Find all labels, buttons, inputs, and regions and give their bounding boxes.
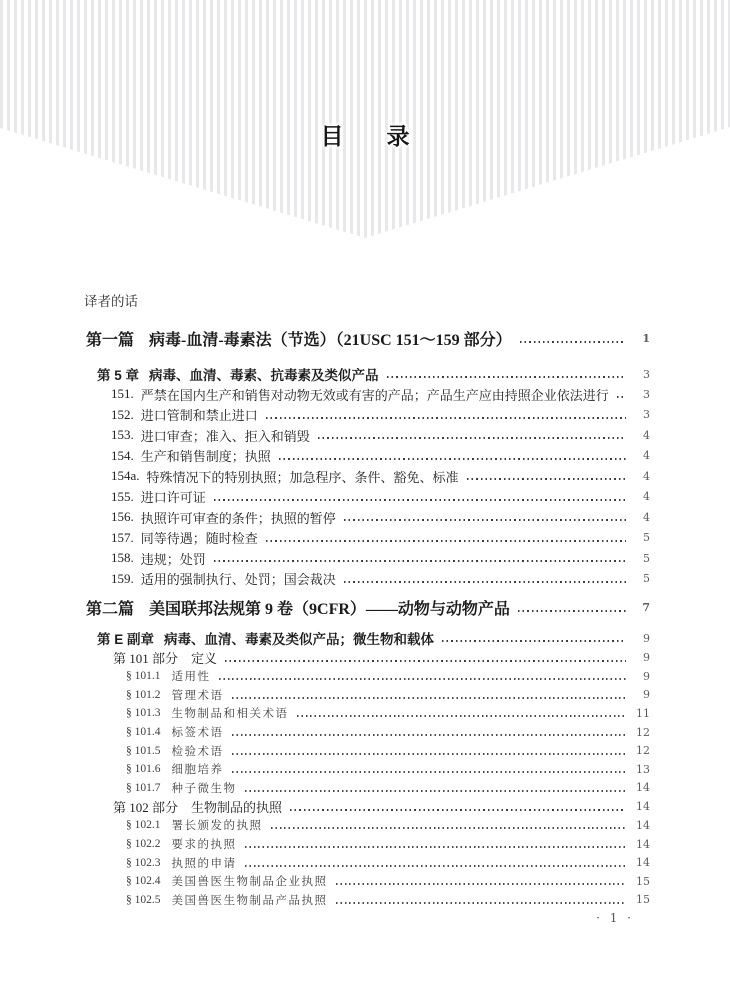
dotted-leader — [617, 396, 626, 398]
toc-entry-title: 定义 — [191, 651, 218, 666]
toc-entry — [126, 760, 650, 779]
toc-entry-title: 美国兽医生物制品产品执照 — [171, 894, 328, 907]
toc-entry-title: 进口许可证 — [140, 490, 206, 506]
toc-entry-label: 第 E 副章 — [97, 632, 155, 647]
toc-page-number: 14 — [636, 856, 650, 870]
toc-entry-title: 美国联邦法规第 9 卷（9CFR）——动物与动物产品 — [149, 601, 510, 618]
toc-entry-label: § 102.4 — [126, 875, 161, 888]
toc-page-number: 4 — [643, 428, 650, 442]
toc-page-number: 12 — [636, 744, 650, 758]
toc-entry-label: 第二篇 — [86, 601, 135, 618]
toc-entry-title: 署长颁发的执照 — [171, 820, 263, 833]
toc-entry-title: 执照许可审查的条件；执照的暂停 — [140, 510, 336, 526]
toc-entry-title: 要求的执照 — [171, 839, 237, 852]
toc-entry — [126, 704, 650, 723]
toc-page-number: 4 — [643, 490, 650, 504]
toc-entry-label: § 102.1 — [126, 819, 161, 832]
toc-page-number: 14 — [636, 781, 650, 795]
toc-entry — [111, 569, 650, 590]
toc-page-number: 12 — [636, 725, 650, 739]
toc-entry — [111, 466, 650, 487]
toc-entry-label: 156. — [111, 509, 134, 525]
toc-entry — [86, 328, 650, 349]
toc-entry-title: 适用的强制执行、处罚；国会裁决 — [140, 572, 336, 588]
toc-entry — [97, 364, 650, 384]
toc-entry-title: 管理术语 — [171, 689, 224, 702]
dotted-leader — [245, 846, 627, 848]
toc-entry-label: 第 101 部分 — [113, 651, 179, 666]
toc-entry — [126, 891, 650, 910]
dotted-leader — [344, 519, 626, 521]
toc-entry-title: 生产和销售制度；执照 — [140, 449, 271, 465]
toc-entry — [111, 446, 650, 467]
toc-entry-label: § 101.1 — [126, 670, 161, 683]
toc-entry-title: 病毒-血清-毒素法（节选）（21USC 151～159 部分） — [149, 332, 512, 349]
dotted-leader — [214, 560, 626, 562]
toc-entry-title: 种子微生物 — [171, 782, 237, 795]
toc-entry-label: 第 5 章 — [97, 368, 140, 383]
toc-entry-title: 执照的申请 — [171, 857, 237, 870]
dotted-leader — [387, 376, 626, 378]
toc-page-number: 5 — [643, 572, 650, 586]
toc-page-number: 9 — [643, 669, 650, 683]
toc-entry-label: § 101.2 — [126, 688, 161, 701]
toc-entry-label: 152. — [111, 406, 134, 422]
toc-entry-label: § 101.5 — [126, 744, 161, 757]
toc-entry-label: 154a. — [111, 468, 140, 484]
toc-page-number: 11 — [636, 706, 650, 720]
toc-page-number: 4 — [643, 510, 650, 524]
toc-entry-label: 159. — [111, 570, 134, 586]
dotted-leader — [442, 640, 626, 642]
toc-page-number: 4 — [643, 469, 650, 483]
toc-entry-title: 病毒、血清、毒素、抗毒素及类似产品 — [149, 368, 379, 383]
toc-entry-title: 细胞培养 — [171, 764, 224, 777]
page-title: 目 录 — [320, 123, 420, 149]
dotted-leader — [520, 341, 626, 343]
toc-entry — [97, 628, 650, 648]
toc-entry-label: § 102.3 — [126, 856, 161, 869]
dotted-leader — [467, 478, 626, 480]
toc-page-number: 1 — [642, 332, 650, 345]
dotted-leader — [225, 660, 626, 662]
toc-entry-title: 严禁在国内生产和销售对动物无效或有害的产品；产品生产应由持照企业依法进行 — [140, 387, 609, 403]
toc-entry-title: 标签术语 — [171, 727, 224, 740]
dotted-leader — [232, 734, 627, 736]
toc-page-number: 14 — [636, 818, 650, 832]
dotted-leader — [290, 809, 626, 811]
toc-entry — [111, 384, 650, 405]
toc-entry-title: 违规；处罚 — [140, 551, 206, 567]
dotted-leader — [336, 902, 627, 904]
toc-entry — [86, 597, 650, 618]
toc-entry-label: § 102.2 — [126, 838, 161, 851]
dotted-leader — [336, 883, 627, 885]
toc-page-number: 9 — [643, 651, 650, 664]
toc-entry — [126, 667, 650, 686]
toc-entry — [126, 779, 650, 798]
toc-entry — [113, 648, 650, 667]
table-of-contents — [84, 290, 650, 909]
toc-page-number: 14 — [636, 837, 650, 851]
toc-page-number: 5 — [643, 551, 650, 565]
toc-page-number: 4 — [643, 449, 650, 463]
toc-entry-label: § 101.4 — [126, 726, 161, 739]
toc-entry-label: 151. — [111, 386, 134, 402]
toc-entry-title: 特殊情况下的特别执照；加急程序、条件、豁免、标准 — [146, 469, 459, 485]
toc-entry — [126, 816, 650, 835]
toc-page-number: 7 — [642, 601, 650, 614]
toc-entry-title: 译者的话 — [84, 294, 138, 309]
dotted-leader — [219, 678, 627, 680]
toc-entry-label: 157. — [111, 529, 134, 545]
toc-entry — [111, 405, 650, 426]
toc-entry — [84, 290, 650, 310]
toc-page-number: 3 — [643, 387, 650, 401]
toc-entry — [111, 487, 650, 508]
toc-page-number: 9 — [643, 688, 650, 702]
dotted-leader — [318, 437, 626, 439]
toc-entry-label: 154. — [111, 447, 134, 463]
toc-entry-title: 检验术语 — [171, 745, 224, 758]
toc-entry-label: § 101.6 — [126, 763, 161, 776]
toc-page-number: 13 — [636, 762, 650, 776]
toc-entry-title: 适用性 — [171, 671, 211, 684]
toc-entry — [111, 548, 650, 569]
toc-entry — [126, 872, 650, 891]
dotted-leader — [344, 581, 626, 583]
toc-page-number: 3 — [643, 408, 650, 422]
toc-entry — [126, 741, 650, 760]
toc-entry-title: 进口管制和禁止进口 — [140, 408, 258, 424]
toc-entry — [111, 528, 650, 549]
toc-entry-label: 153. — [111, 427, 134, 443]
toc-entry-label: § 101.7 — [126, 781, 161, 794]
toc-page-number: 9 — [643, 631, 650, 645]
dotted-leader — [245, 790, 627, 792]
toc-entry-label: § 102.5 — [126, 893, 161, 906]
dotted-leader — [214, 499, 626, 501]
dotted-leader — [279, 458, 626, 460]
toc-entry — [113, 797, 650, 816]
page-number-footer: · 1 · — [596, 911, 634, 925]
dotted-leader — [266, 540, 626, 542]
toc-page-number: 14 — [636, 800, 650, 814]
toc-entry-label: 第 102 部分 — [113, 800, 179, 816]
toc-entry — [126, 835, 650, 854]
dotted-leader — [232, 771, 627, 773]
toc-entry — [126, 723, 650, 742]
toc-page-number: 5 — [643, 531, 650, 545]
toc-entry-label: § 101.3 — [126, 707, 161, 720]
toc-entry-title: 同等待遇；随时检查 — [140, 531, 258, 547]
dotted-leader — [266, 417, 626, 419]
dotted-leader — [297, 715, 627, 717]
toc-entry-title: 病毒、血清、毒素及类似产品；微生物和载体 — [164, 632, 435, 647]
toc-entry-title: 生物制品和相关术语 — [171, 708, 289, 721]
toc-entry-label: 158. — [111, 550, 134, 566]
toc-page-number: 15 — [636, 874, 650, 888]
toc-entry — [126, 686, 650, 705]
dotted-leader — [271, 827, 627, 829]
toc-entry-title: 进口审查；准入、拒入和销毁 — [140, 428, 310, 444]
toc-entry — [126, 853, 650, 872]
dotted-leader — [232, 697, 627, 699]
dotted-leader — [518, 610, 626, 612]
toc-entry-title: 美国兽医生物制品企业执照 — [171, 876, 328, 889]
toc-entry-label: 155. — [111, 488, 134, 504]
toc-entry-label: 第一篇 — [86, 332, 135, 349]
toc-entry-title: 生物制品的执照 — [191, 800, 283, 816]
toc-entry — [111, 507, 650, 528]
toc-entry — [111, 425, 650, 446]
toc-page-number: 3 — [643, 367, 650, 381]
dotted-leader — [245, 865, 627, 867]
toc-page-number: 15 — [636, 893, 650, 907]
dotted-leader — [232, 753, 627, 755]
